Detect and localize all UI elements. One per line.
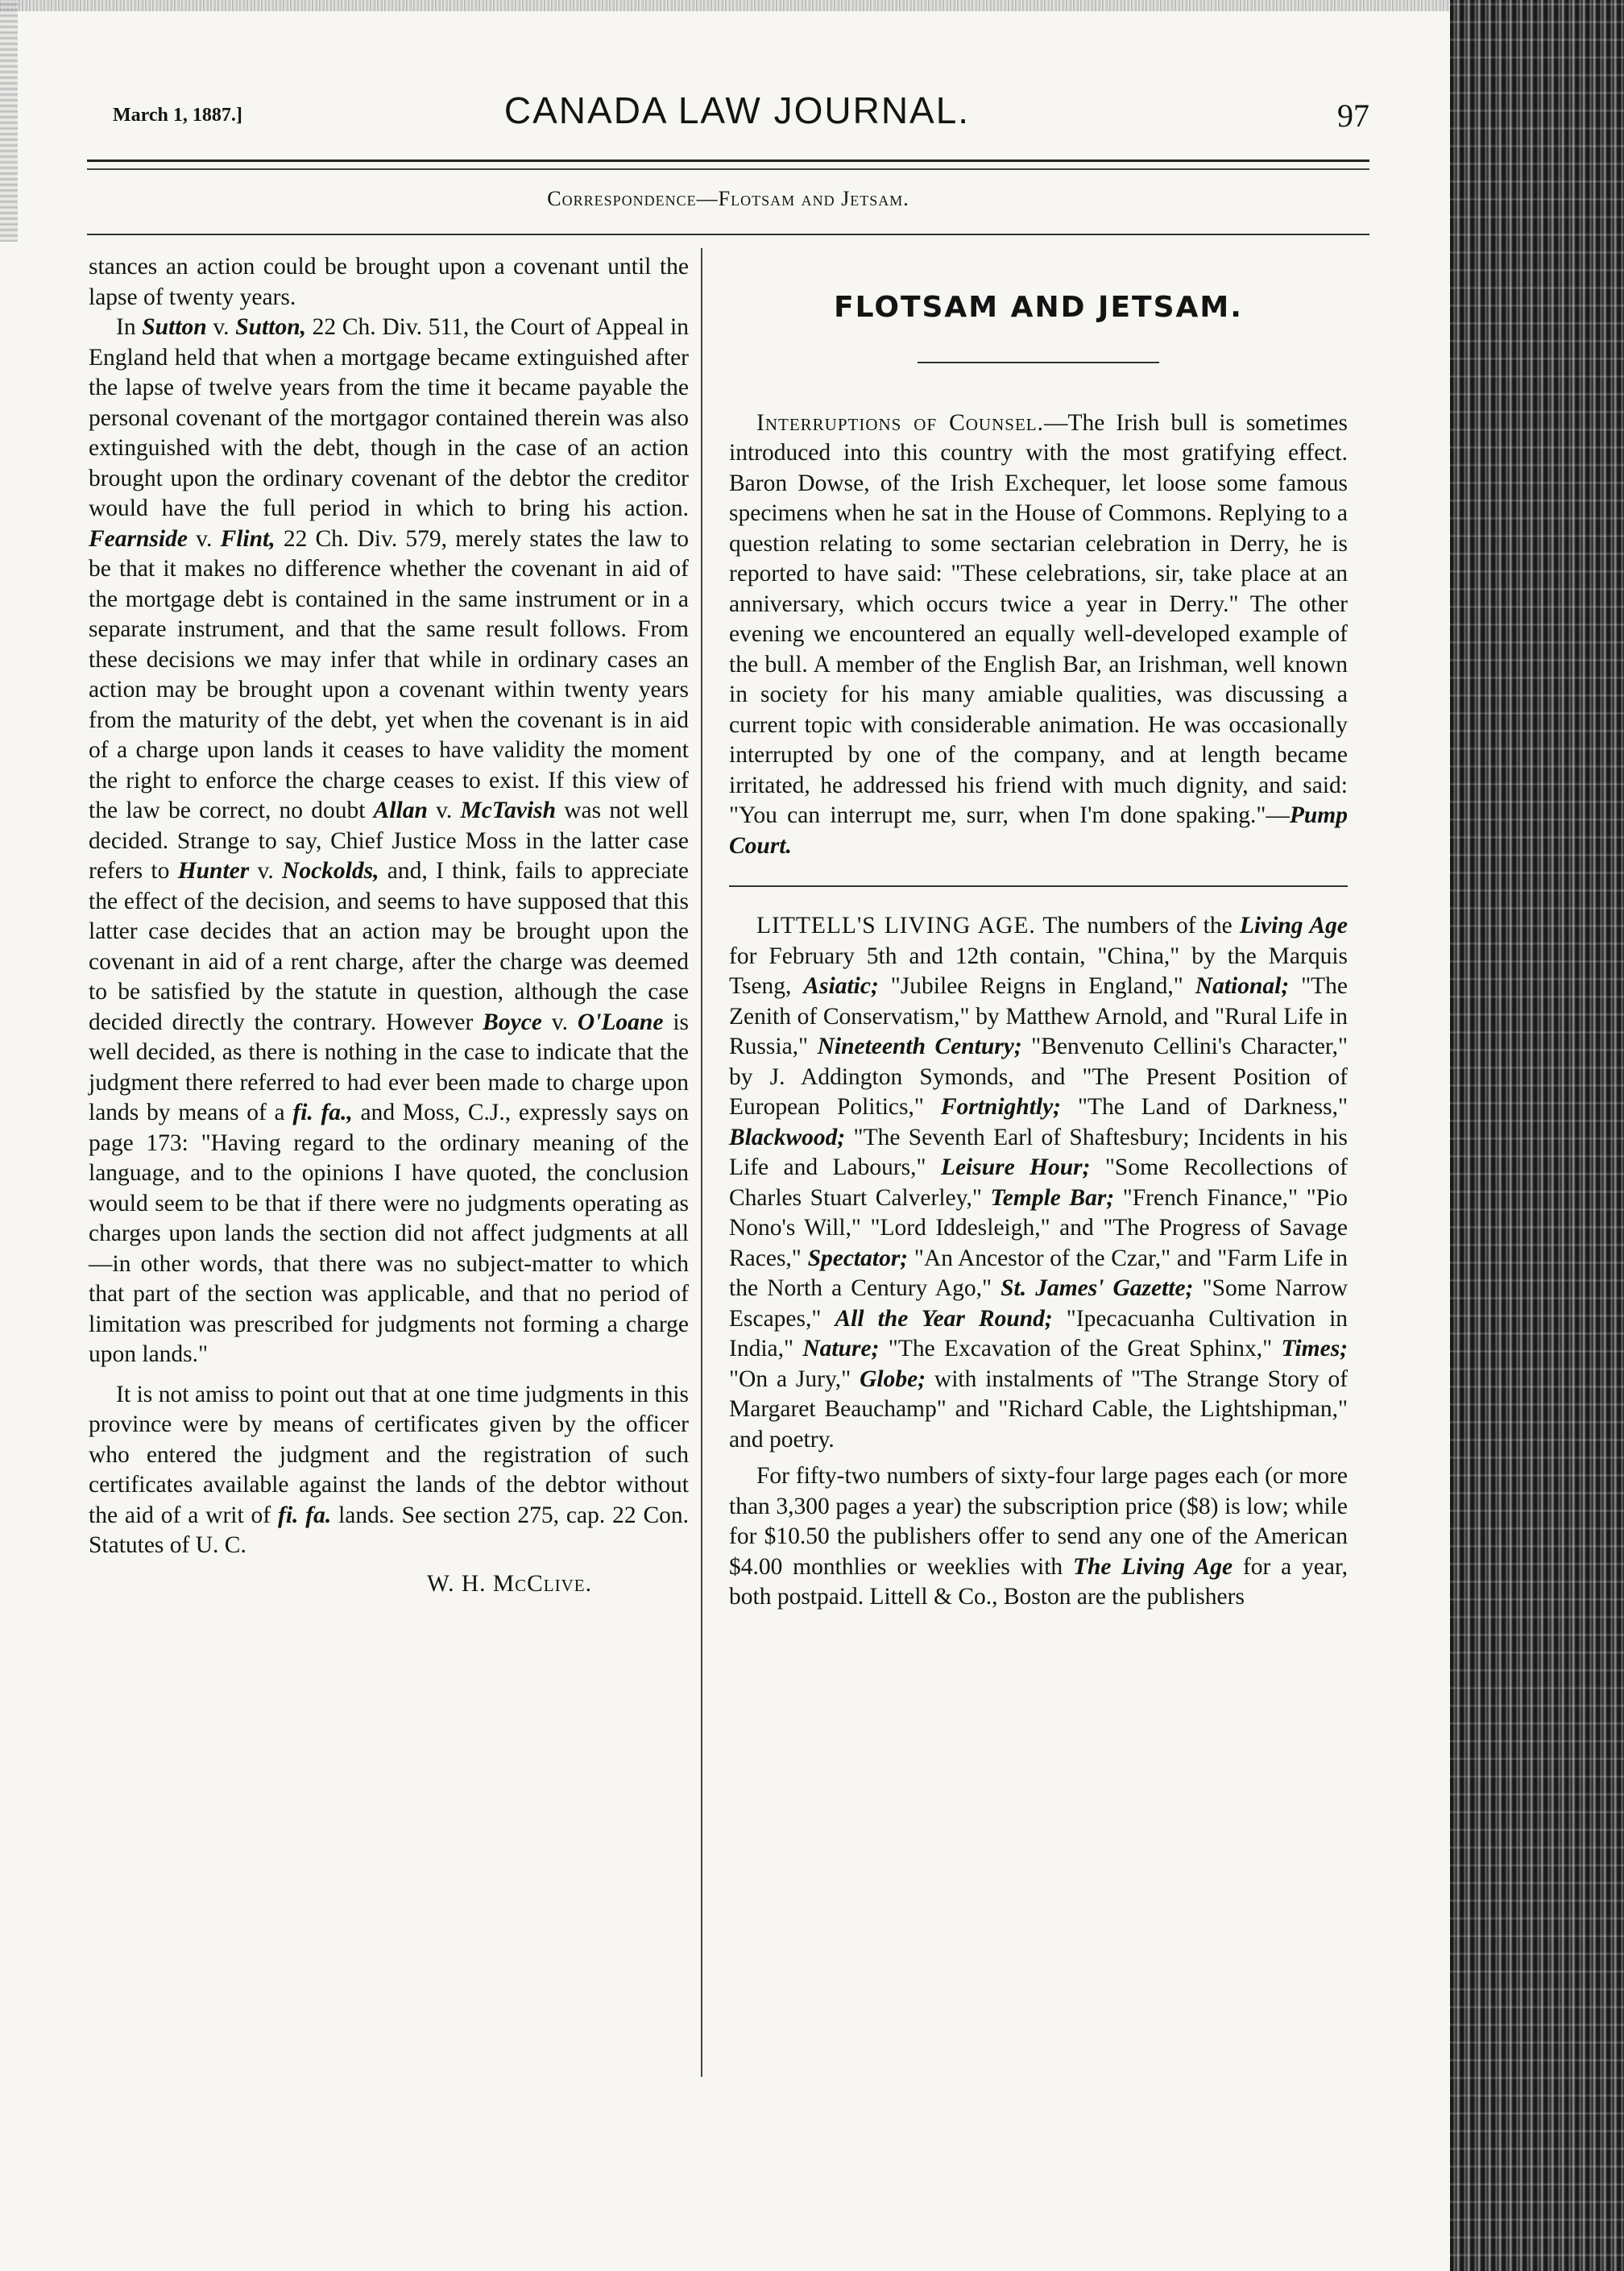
text: It is not amiss to point out that at one time judgments in this province were by means of certificates given by the officer who entered the judgment and the registration of such certificates available against the lands of the debtor without the aid of a writ of bbox=[89, 1381, 689, 1528]
periodical-name: Living Age bbox=[1239, 913, 1348, 939]
text: and Moss, C.J., expressly says on page 173: "Having regard to the ordinary meaning of the language, and to the opinions I have quoted, the conclusion would seem to be that if there were no judgments operating as charges upon lands the section did not affect judgments at all—in other words, that there was no subject-matter to which that part of the section was applicable, and that no period of limitation was prescribed for judgments not forming a charge upon lands." bbox=[89, 1100, 690, 1367]
periodical-name: Temple Bar; bbox=[990, 1184, 1115, 1211]
left-column bbox=[89, 252, 689, 1599]
article-living-age bbox=[729, 911, 1348, 1455]
text: v. bbox=[436, 798, 453, 823]
text: is well decided, as there is nothing in the case to indicate that the judgment there referred to had ever been made to charge upon lands by means of a bbox=[89, 1009, 689, 1125]
text: with instalments of "The Strange Story of Margaret Beauchamp" and "Richard Cable, the Lightshipman," and poetry. bbox=[729, 1366, 1348, 1453]
page-number: 97 bbox=[1337, 97, 1369, 134]
periodical-name: Nineteenth Century; bbox=[817, 1034, 1022, 1059]
text: v. bbox=[551, 1009, 568, 1035]
text: was not well decided. Strange to say, Chief Justice Moss in the latter case refers to bbox=[89, 798, 690, 884]
text: and, I think, fails to appreciate the effect of the decision, and seems to have supposed that this latter case decides that an action may be brought upon the covenant in aid of a rent charge, after the charge was deemed to be satisfied by the statute in question, although the case decided directly the contrary. However bbox=[89, 858, 689, 1035]
periodical-name: St. James' Gazette; bbox=[1000, 1275, 1194, 1301]
case-name: Hunter bbox=[177, 858, 250, 884]
case-name: Allan bbox=[373, 798, 428, 823]
case-name: Fearnside bbox=[89, 525, 188, 552]
column-divider bbox=[701, 248, 702, 2077]
periodical-name: National; bbox=[1195, 973, 1290, 999]
text: "The Zenith of Conservatism," by Matthew Arnold, and "Rural Life in Russia," bbox=[729, 973, 1348, 1059]
author-signature: W. H. McClive. bbox=[426, 1570, 592, 1597]
periodical-name: Nature; bbox=[802, 1336, 880, 1361]
case-name: Sutton, bbox=[235, 314, 306, 340]
text: "French Finance," "Pio Nono's Will," "Lord Iddesleigh," and "The Progress of Savage Races," bbox=[729, 1184, 1348, 1271]
text: The numbers of the bbox=[1042, 913, 1232, 939]
periodical-name: All the Year Round; bbox=[835, 1305, 1053, 1332]
text: v. bbox=[213, 314, 230, 340]
journal-title: CANADA LAW JOURNAL. bbox=[503, 89, 971, 131]
periodical-name: Fortnightly; bbox=[940, 1094, 1061, 1120]
case-name: Flint, bbox=[220, 525, 276, 552]
header-double-rule bbox=[87, 160, 1369, 170]
article-subscription bbox=[729, 1461, 1348, 1613]
case-name: Boyce bbox=[483, 1009, 542, 1035]
writ-name: fi. fa. bbox=[278, 1502, 332, 1528]
text: 22 Ch. Div. 579, merely states the law to be that it makes no difference whether the covenant in aid of the mortgage debt is contained in the same instrument or in a separate instrument, and that the same result follows. From these decisions we may infer that while in ordinary cases an action may be brought upon a covenant within twenty years from the maturity of the debt, yet when the covenant is in aid of a charge upon lands it ceases to have validity the moment the right to enforce the charge ceases to exist. If this view of the law be correct, no doubt bbox=[89, 525, 690, 823]
text: for February 5th and 12th contain, "China," by the Marquis Tseng, bbox=[729, 943, 1348, 999]
text: "The Land of Darkness," bbox=[1077, 1094, 1348, 1120]
text: "On a Jury," bbox=[729, 1366, 851, 1392]
article-title: LITTELL'S LIVING AGE. bbox=[756, 913, 1036, 939]
article-interruptions bbox=[729, 408, 1348, 862]
case-name: Nockolds, bbox=[282, 858, 379, 884]
flotsam-heading: FLOTSAM AND JETSAM. bbox=[834, 291, 1243, 324]
text: "The Seventh Earl of Shaftesbury; Incidents in his Life and Labours," bbox=[729, 1124, 1348, 1180]
periodical-name: Blackwood; bbox=[729, 1124, 846, 1150]
issue-date: March 1, 1887.] bbox=[113, 105, 242, 126]
right-column bbox=[729, 252, 1348, 1613]
text: "Some Recollections of Charles Stuart Calverley," bbox=[729, 1154, 1348, 1211]
article-title: Interruptions of Counsel. bbox=[756, 409, 1044, 436]
text: For fifty-two numbers of sixty-four large pages each (or more than 3,300 pages a year) the subscription price ($8) is low; while for $10.50 the publishers offer to send any one of the American $4.00 monthlies or weeklies with bbox=[729, 1463, 1348, 1580]
periodical-name: The Living Age bbox=[1072, 1553, 1233, 1580]
source-name: Pump Court. bbox=[729, 802, 1348, 859]
text: "An Ancestor of the Czar," and "Farm Life in the North a Century Ago," bbox=[729, 1245, 1348, 1301]
paragraph-cases bbox=[89, 313, 689, 1370]
periodical-name: Leisure Hour; bbox=[940, 1154, 1091, 1180]
case-name: McTavish bbox=[460, 798, 557, 823]
text: v. bbox=[257, 858, 274, 884]
scan-left-edge bbox=[0, 0, 18, 242]
text: "Benvenuto Cellini's Character," by J. Addington Symonds, and "The Present Position of European Politics," bbox=[729, 1034, 1348, 1120]
scan-top-edge bbox=[0, 0, 1450, 11]
running-head bbox=[105, 89, 1369, 137]
periodical-name: Times; bbox=[1281, 1336, 1348, 1361]
section-rule bbox=[87, 234, 1369, 235]
article-rule bbox=[729, 885, 1348, 887]
text: "Ipecacuanha Cultivation in India," bbox=[729, 1305, 1348, 1361]
text: —The Irish bull is sometimes introduced into this country with the most gratifying effect. Baron Dowse, of the Irish Exchequer, let loose some famous specimens when he sat in the House of Commons. Replying to a question relating to some sectarian celebration in Derry, he is reported to have said: "These celebrations, sir, take place at an anniversary, which occurs twice a year in Derry." The other evening we encountered an equally well-developed example of the bull. A member of the English Bar, an Irishman, well known in society for his many amiable qualities, was discussing a current topic with considerable animation. He was occasionally interrupted by one of the company, and at length became irritated, he addressed his friend with much dignity, and said: "You can interrupt me, surr, when I'm done spaking."— bbox=[729, 409, 1348, 828]
text: "Jubilee Reigns in England," bbox=[890, 973, 1183, 999]
periodical-name: Spectator; bbox=[807, 1245, 909, 1271]
section-heading: Correspondence—Flotsam and Jetsam. bbox=[547, 187, 909, 210]
text: lands. See section 275, cap. 22 Con. Statutes of U. C. bbox=[89, 1502, 689, 1558]
text: for a year, both postpaid. Littell & Co., Boston are the publishers bbox=[729, 1553, 1348, 1610]
text: "The Excavation of the Great Sphinx," bbox=[888, 1336, 1273, 1361]
paragraph-continuation: stances an action could be brought upon a covenant until the lapse of twenty years. bbox=[89, 254, 689, 310]
text: In bbox=[116, 314, 136, 340]
periodical-name: Globe; bbox=[860, 1366, 926, 1392]
heading-rule bbox=[918, 362, 1159, 363]
text: 22 Ch. Div. 511, the Court of Appeal in England held that when a mortgage became extinguished after the lapse of twelve years from the time it became payable the personal covenant of the mortgagor contained therein was also extinguished with the debt, though in the case of an action brought upon the ordinary covenant of the debtor the creditor would have the full period in which to bring his action. bbox=[89, 314, 690, 521]
text: "Some Narrow Escapes," bbox=[729, 1275, 1348, 1332]
paragraph-certificates bbox=[89, 1380, 689, 1561]
writ-name: fi. fa., bbox=[292, 1100, 353, 1125]
scan-book-edge bbox=[1450, 0, 1624, 2271]
case-name: O'Loane bbox=[577, 1009, 664, 1035]
text: v. bbox=[196, 525, 213, 552]
case-name: Sutton bbox=[142, 314, 207, 340]
periodical-name: Asiatic; bbox=[803, 973, 879, 999]
